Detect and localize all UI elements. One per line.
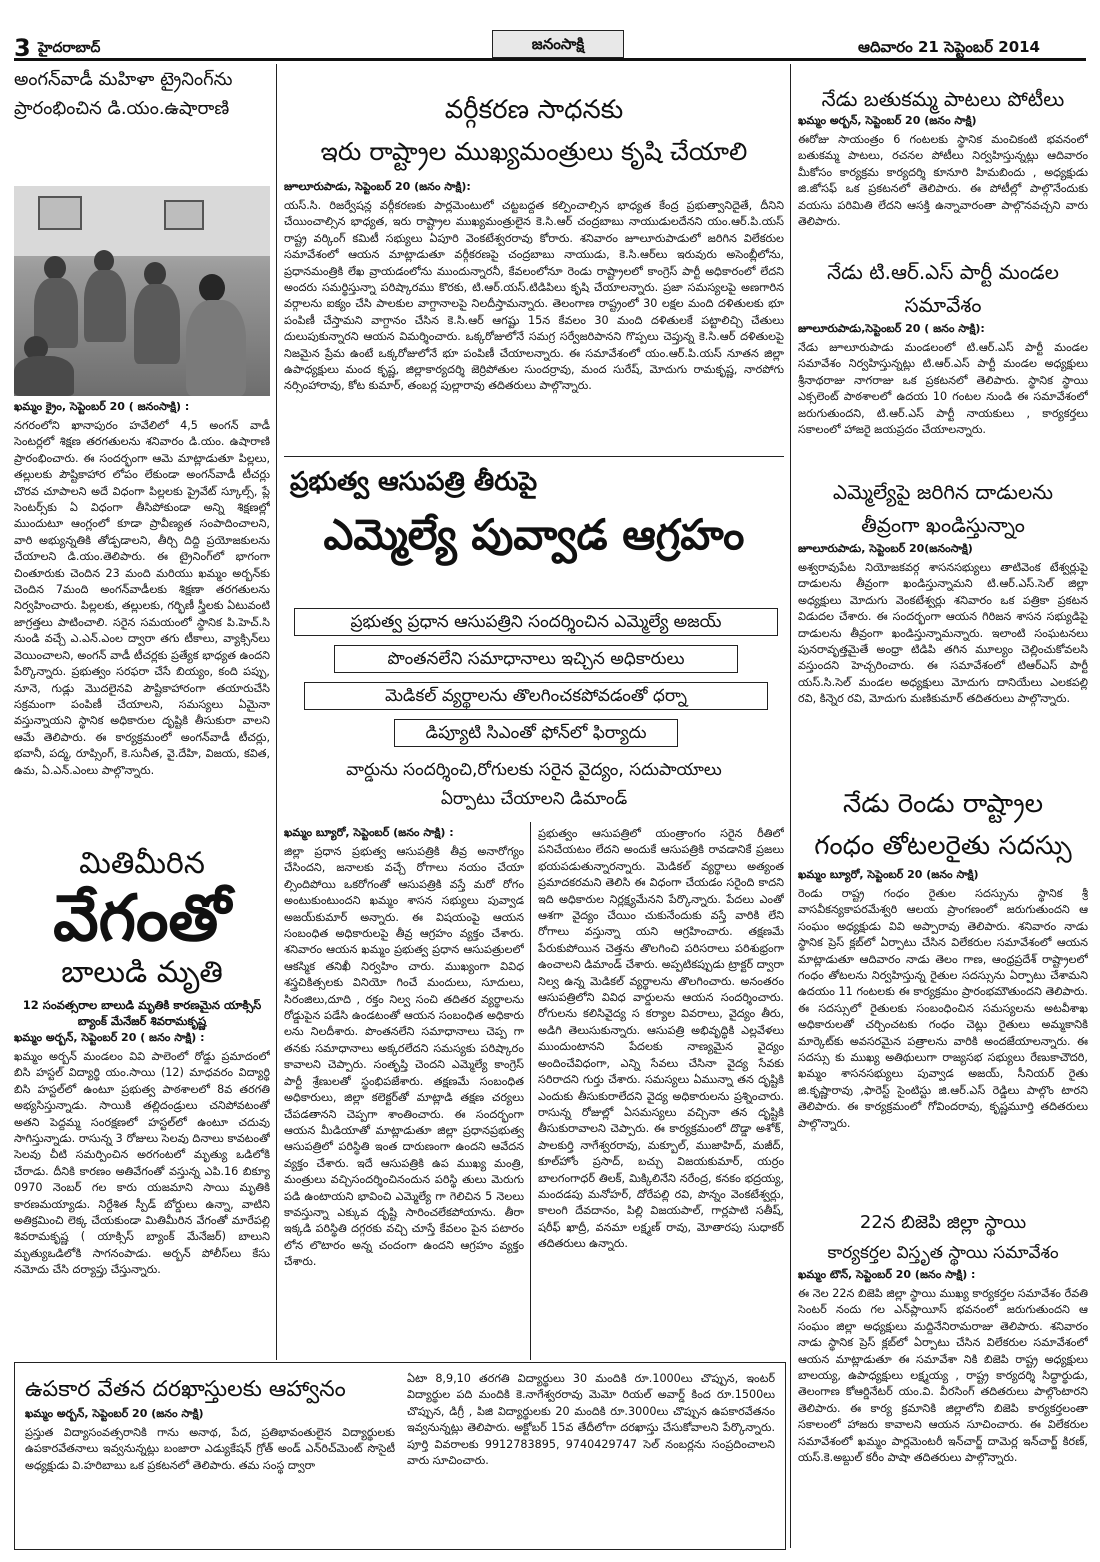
article-text: జిల్లా ప్రధాన ప్రభుత్వ ఆసుపత్రికి తీవ్ర అనారోగ్యం చేసిందని, జనాలకు వచ్చే రోగాలు నయం చేయా ల్సిందిపోయి ఒకరోగంతో ఆసుపత్రికి వస్తే మరో రోగం అంటుకుంటుందని ఖమ్మం శాసన సభ్యులు పువ్వాడ అజయ్‌కుమార్ అన్నారు. ఈ విషయంపై ఆయన సంబంధిత అధికారులపై తీవ్ర ఆగ్రహం వ్యక్తం చేశారు. శనివారం ఆయన ఖమ్మం ప్రభుత్వ ప్రధాన ఆసుపత్రులలో ఆకస్మిక తనిఖీ నిర్వహిం చారు. ముఖ్యంగా వివిధ శస్త్రచికిత్సలకు వినియో గించే మందులు, సూదులు, సిరంజిలు,దూది , రక్తం నిల్వ సంచి తదితర వ్యర్థాలను రోడ్డుపైన పడేసి ఉండటంతో ఆయన సంబంధిత అధికారు లను నిలదీశారు. పొంతనలేని సమాధానాలు చెప్ప గా తనకు సమాధానాలు అక్కరలేదని సమస్యకు పరిష్కారం కావాలని చెప్పారు. సంతృప్తి చెందని ఎమ్మెల్యే కాంగ్రెస్ పార్టీ శ్రేణులతో స్థంభిపజేశారు. తక్షణమే సంబంధిత అధికారులు, జిల్లా కలెక్టర్‌తో మాట్లాడి తక్షణ చర్యలు చేపడతానని చెప్పగా శాంతించారు. ఈ సందర్భంగా ఆయన మీడియాతో మాట్లాడుతూ జిల్లా ప్రధానప్రభుత్వ ఆసుపత్రిలో పరిస్థితి ఇంత దారుణంగా ఉందని ఆవేదన వ్యక్తం చేశారు. ఇదే ఆసుపత్రికి ఉప ముఖ్య మంత్రి, మంత్రులు వచ్చిసందర్శించినందున పరిస్థి తులు మెరుగు పడి ఉంటాయని భావించి ఎమ్మెల్యే గా గెలిచిన 5 నెలలు కావస్తున్నా ఎక్కువ దృష్టి సారించలేకపోయాను. తీరా ఇక్కడి పరిస్థితి దగ్గరకు వచ్చి చూస్తే కేవలం పైన పటారం లోన లొటారం అన్న చందంగా ఉందని ఆగ్రహం వ్యక్తం చేశారు. (284, 845, 524, 1269)
trs-story (798, 256, 1088, 468)
paper-logo: జనంసాక్షి (492, 30, 624, 58)
headline: ఉపకార వేతన దరఖాస్తులకు ఆహ్వానం (25, 1377, 346, 1402)
speed-story (14, 845, 270, 1357)
headline: ప్రారంభించిన డి.యం.ఉషారాణి (14, 98, 230, 119)
sadassu-story (798, 784, 1088, 1204)
vargikarana-story (284, 90, 784, 460)
article-text: రెండు రాష్ట్ర గంధం రైతుల సదస్సును స్థానిక శ్రీ వాసవీకన్యకాపరమేశ్వరి ఆలయ ప్రాంగణంలో జరుగుతుందని ఆ సంఘం అధ్యక్షుడు వివి అప్పారావు తెలిపారు. శనివారం నాడు స్థానిక ప్రెస్ క్లబ్‌లో ఏర్పాటు చేసిన విలేకరుల సమావేశంలో ఆయన మాట్లాడుతూ ఆదివారం నాడు తెలం గాణ, ఆంధ్రప్రదేశ్ రాష్ట్రాలలో గంధం తోటలను నిర్వహిస్తున్న రైతుల సదస్సును ఏర్పాటు చేశామని ఉదయం 11 గంటలకు ఈ కార్యక్రమం ప్రారంభమౌతుందని తెలిపారు. ఈ సదస్సులో రైతులకు సంబంధించిన సమస్యలను అటవీశాఖ అధికారులతో చర్చించటకు గంధం చెట్లు రైతులు అమ్మకానికి మార్కెట్‌కు అవసరమైన పత్రాలను వారికి అందజేయాలన్నారు. ఈ సదస్సు కు ముఖ్య అతిథులుగా రాజ్యసభ సభ్యులు రేణుకాచౌదరి, ఖమ్మం శాసనసభ్యులు పువ్వాడ అజయ్, సీనియర్ రైతు జి.కృష్ణారావు ,ఫారెస్ట్ సైంటిస్టు జి.ఆర్.ఎస్ రెడ్డిలు పాల్గొం టారని తెలిపారు. ఈ కార్యక్రమంలో గోవిందరావు, కృష్ణమూర్తి తదితరులు పాల్గొన్నారు. (798, 887, 1088, 1130)
headline: గంధం తోటలరైతు సదస్సు (814, 831, 1072, 861)
page-number: 3 (14, 34, 31, 62)
dateline: ఖమ్మం టౌన్, సెప్టెంబర్ 20 (జనం సాక్షి) : (798, 1268, 976, 1281)
headline: కార్యకర్తల విస్తృత స్థాయి సమావేశం (827, 1243, 1059, 1263)
anganwadi-story (14, 66, 270, 124)
dateline: జూలూరుపాడు, సెప్టెంబర్ 20(జనంసాక్షి) (798, 542, 973, 555)
headline: నేడు టి.ఆర్.ఎస్ పార్టీ మండల (827, 260, 1059, 284)
scholarship-left (25, 1373, 395, 1543)
issue-date: ఆదివారం 21 సెప్టెంబర్ 2014 (857, 38, 1040, 56)
dateline: ఖమ్మం బ్యూరో, సెప్టెంబర్ 20 (జనం సాక్షి) (798, 868, 979, 881)
article-text: ఈ నెల 22న బిజెపి జిల్లా స్థాయి ముఖ్య కార్యకర్తల సమావేశం రేవతి సెంటర్ నందు గల ఎన్‌ప్లాయీస్ భవనంలో జరుగుతుందని ఆ సంఘం జిల్లా అధ్యక్షులు మద్దినేనిరామరాజు తెలిపారు. శనివారం నాడు స్థానిక ప్రెస్ క్లబ్‌లో ఏర్పాటు చేసిన విలేకరుల సమావేశంలో ఆయన మాట్లాడుతూ ఈ సమావేశా నికి బిజెపి రాష్ట్ర అధ్యక్షులు బాలయ్య, ఉపాధ్యక్షులు లక్ష్మయ్య , రాష్ట్ర కార్యదర్శి సిద్ధార్థుడు, తెలంగాణ కోఆర్డినేటర్ యం.వి. వీరసింగ్ తదితరులు పాల్గొంటారని తెలిపారు. ఈ కార్య క్రమానికి జిల్లాలోని బిజెపి కార్యకర్తలంతా సకాలంలో హాజరు కావాలని ఆయన సూచించారు. ఈ విలేకరుల సమావేశంలో ఖమ్మం పార్లమెంటరీ ఇన్‌చార్జ్ దామెర్ల ఇన్‌చార్జ్ కిరణ్, యస్.కె.అబ్దుల్ కరీం పాషా తదితరులు పాల్గొన్నారు. (798, 1287, 1088, 1465)
highlight-box: మెడికల్ వ్యర్థాలను తొలగించకపోవడంతో ధర్నా (304, 682, 768, 710)
mla-attack-story (798, 476, 1088, 776)
masthead-rule (14, 58, 1086, 61)
article-text: యస్.సి. రిజర్వేషన్ల వర్గీకరణకు పార్లమెంటులో చట్టబద్దత కల్పించాల్సిన భాధ్యత కేంద్ర ప్రభుత్వానిదైతే, దీనిని చేయించాల్సిన భాధ్యత, ఇరు రాష్ట్రాల ముఖ్యమంత్రులైన కె.సి.ఆర్ చంద్రబాబు నాయుడులదేనని యం.ఆర్.పి.యస్ రాష్ట్ర వర్కింగ్ కమిటీ సభ్యులు ఏపూరి వెంకటేశ్వరరావు కోరారు. శనివారం జూలూరుపాడులో జరిగిన విలేకరుల సమావేశంలో ఆయన మాట్లాడుతూ వర్గీకరణపై చంద్రబాబు నాయుడు, కె.సి.ఆర్‌లు ఇరువురు అసెంబ్లీలోను, ప్రధానమంత్రికి లేఖ వ్రాయడంలోను ముందున్నారనీ, కేవలంలోనూ రెండు రాష్ట్రాలలో కాంగ్రెస్ పార్టీ అధికారంలో లేదని అందరు సమర్థిస్తున్నా పరిష్కారము కొరకు, టి.ఆర్.యస్.టిడిపిలు కృషి చేయాలన్నారు. ప్రజా సమస్యలపై అణగారిన వర్గాలను ఐక్యం చేసి పాలకుల వాగ్దానాలపై నిలదీస్తామన్నారు. తెలంగాణ రాష్ట్రంలో 30 లక్షల మంది దళితులకు భూ పంపిణీ చేస్తామని వాగ్దానం చేసిన కె.సి.ఆర్ ఆగష్టు 15న కేవలం 30 మంది దళితులకే పట్టాలిచ్చి చేతులు దులుపుకున్నారని ఆయన విమర్శించారు. ఒక్కరోజులోనే సమగ్ర సర్వేజరిపానని గొప్పలు చెప్తున్న కె.సి.ఆర్ దళితులపై నిజమైన ప్రేమ ఉంటే ఒక్కరోజులోనే భూ పంపిణీ చేయాలన్నారు. ఈ సమావేశంలో యం.ఆర్.పి.యస్ నూతన జిల్లా ఉపాధ్యక్షులు మంద కృష్ణ, జిల్లాకార్యదర్శి జెర్రిపోతుల సుందర్రావు, మంద సురేష్, మోదుగు రామకృష్ణ, నారపోగు నర్సింహారావు, కోట కుమార్, తంబర్ల పుల్లారావు తదితరులు పాల్గొన్నారు. (284, 199, 784, 393)
article-text: ఏటా 8,9,10 తరగతి విద్యార్థులు 30 మందికి రూ.1000లు చొప్పున, ఇంటర్ విద్యార్థుల పది మందికి కె.నాగేశ్వరరావు మెమో రియల్ అవార్డ్ కింద రూ.1500లు చొప్పున, డిగ్రీ , పిజి విద్యార్థులకు 20 మందికి రూ.3000లు చొప్పున ఉపకారవేతనం ఇవ్వనున్నట్లు తెలిపారు. అక్టోబర్ 15వ తేదీలోగా దరఖాస్తు చేసుకోవాలని పేర్కొన్నారు. పూర్తి వివరాలకు 9912783895, 9740429747 సెల్ నంబర్లను సంప్రదించాలని వారు సూచించారు. (407, 1372, 775, 1468)
article-text: ప్రభుత్వం ఆసుపత్రిలో యంత్రాంగం సరైన రీతిలో పనిచేయటం లేదని అందుకే ఆసుపత్రికి రావడానికే ప్రజలు భయపడుతున్నారన్నారు. మెడికల్ వ్యర్థాలు అత్యంత ప్రమాదకరమని తెలిసి ఈ విధంగా చేయడం సరైంది కాదని ఇది అధికారుల నిర్లక్ష్యమేనని పేర్కొన్నారు. పేదలు ఎంతో ఆశగా వైద్యం చేయిం చుకునేందుకు వస్తే వారికి లేని రోగాలు వస్తున్నా యని ఆగ్రహించారు. తక్షణమే పేరుకుపోయిన చెత్తను తొలగించి పరిసరాలు పరిశుభ్రంగా ఉంచాలని డిమాండ్ చేశారు. అప్పటికప్పుడు ట్రాక్టర్ ద్వారా నిల్వ ఉన్న మెడికల్ వ్యర్థాలను తొలగించారు. అనంతరం ఆసుపత్రిలోని వివిధ వార్డులను ఆయన సందర్శించారు. రోగులను కలిసివైద్య స కర్యాల వివరాలు, వైద్యం తీరు, అడిగి తెలుసుకున్నారు. ఆసుపత్రి అభివృద్ధికి ఎల్లవేళలు ముందుంటానని పేదలకు నాణ్యమైన వైద్యం అందించేవిధంగా, ఎన్ని సేవలు చేసినా వైద్య సేవకు సరిరాదని గుర్తు చేశారు. సమస్యలు ఏమున్నా తన దృష్టికి ఎందుకు తీసుకురాలేదని వైద్య అధికారులను ప్రశ్నించారు. రాసున్న రోజుల్లో ఏసమస్యలు వచ్చినా తన దృష్టికి తీసుకురావాలని చెప్పారు. ఈ కార్యక్రమంలో దొడ్డా అశోక్, పాలకుర్తి నాగేశ్వరరావు, మక్బూల్, ముజాహిద్, మజీద్, కూల్‌హోం ప్రసాద్, బచ్చు విజయకుమార్, యర్రం బాలగంగాధర్ తిలక్, మిక్కిలినేని నరేంద్ర, కనకం భద్రయ్య, మందడపు మనోహర్, దోరేపల్లి రవి, పొన్నం వెంకటేశ్వర్లు, కాలంగి దేవదానం, పిల్లి విజయపాల్, గార్లపాటి సతీష్, షరీఫ్ ఖాద్రీ, వనమా లక్ష్మణ్ రావు, మోతారపు సుధాకర్ తదితరులు ఉన్నారు. (538, 827, 784, 1251)
highlight-box: ప్రభుత్వ ప్రధాన ఆసుపత్రిని సందర్శించిన ఎమ్మెల్యే అజయ్ (294, 608, 778, 636)
dateline: ఖమ్మం అర్బన్, సెప్టెంబర్ 20 (జనం సాక్షి) (25, 1407, 204, 1420)
article-text: అశ్వరావుపేట నియోజకవర్గ శాసనసభ్యులు తాటివెంక టేశ్వర్లుపై దాడులను తీవ్రంగా ఖండిస్తున్నామని టి.ఆర్.ఎస్.సెల్ జిల్లా అధ్యక్షులు మోదుగు వెంకటేశ్వర్లు శనివారం ఒక పత్రికా ప్రకటన విడుదల చేశారు. ఈ సందర్భంగా ఆయన గిరిజన శాసన సభ్యుడిపై దాడులను తీవ్రంగా ఖండిస్తున్నామన్నారు. ఇలాంటి సంఘటనలు పునరావృత్తమైతే అంధ్రా టిడిపి తగిన మూల్యం చెల్లించుకోవలసి వస్తుందని హెచ్చరించారు. ఈ సమావేశంలో టిఆర్ఎస్ పార్టీ యస్.సి.సెల్ మండల అధ్యక్షులు మోదుగు దానియేలు ఎలకపల్లి రవి, కిన్నెర రవి, మోదుగు మణికుమార్ తదితరులు పాల్గొన్నారు. (798, 561, 1088, 706)
subheadline: బాలుడి మృతి (61, 955, 223, 990)
dateline: జూలూరుపాడు,సెప్టెంబర్ 20 ( జనం సాక్షి): (798, 322, 985, 335)
column-rule (790, 64, 791, 1548)
column-rule (530, 822, 531, 1360)
dateline: ఖమ్మం అర్బన్, సెప్టెంబర్ 20 (జనం సాక్షి) (798, 114, 977, 127)
edition-city: హైదరాబాద్ (38, 40, 101, 56)
bjp-story (798, 1208, 1088, 1548)
headline: నేడు రెండు రాష్ట్రాల (842, 789, 1044, 819)
headline: ఎమ్మెల్యేపై జరిగిన దాడులను (832, 480, 1054, 504)
scholarship-box (14, 1362, 786, 1550)
headline: సమావేశం (904, 293, 982, 317)
subheadline: ఏర్పాటు చేయాలని డిమాండ్ (440, 789, 628, 809)
section-rule (284, 456, 784, 457)
dateline: ఖమ్మం బ్యూరో, సెప్టెంబర్ (జనం సాక్షి) : (284, 826, 454, 839)
article-text: ఖమ్మం అర్బన్ మండలం వివి పాలెంలో రోడ్డు ప్రమాదంలో బిసి హస్టల్ విద్యార్థి యం.సాయి (12) మాధవరం విద్యార్థి బిసి హస్టల్‌లో ఉంటూ ప్రభుత్వ పాఠశాలలో 8వ తరగతి అభ్యసిస్తున్నాడు. సాయికి తల్లిదండ్రులు చనిపోవటంతో అతని పెద్దమ్మ సంరక్షణలో హస్టల్‌లో ఉంటూ చదువు సాగిస్తున్నాడు. రాసున్న 3 రోజులు సెలవు దినాలు కావటంతో సెలవు చీటి సమర్పించిన అరగంటలో మృత్యు ఒడిలోకి చేరాడు. దీనికి కారణం అతివేగంతో వస్తున్న ఎపి.16 బిక్యూ 0970 నెంబర్ గల కారు యజమాని సాయి మృతికి కారణమయ్యాడు. నిర్దేశిత స్పీడ్ బోర్డులు ఉన్నా, వాటిని అతిక్రమించి లెక్క చేయకుండా మితిమీరిన వేగంతో మారేపల్లి శివరామకృష్ణ ( యాక్సిస్ బ్యాంక్ మేనేజర్) బాలుని మృత్యుఒడిలోకి సాగనంపాడు. అర్బన్ పోలీస్‌లు కేసు నమోదు చేసి దర్యాప్తు చేస్తున్నారు. (14, 1050, 270, 1277)
kicker: ప్రభుత్వ ఆసుపత్రి తీరుపై (290, 467, 538, 497)
deck: 12 సంవత్సరాల బాలుడి మృతికి కారణమైన యాక్సిస్ బ్యాంక్ మేనేజర్ శివరామకృష్ణ (22, 998, 262, 1028)
dateline: జూలూరుపాడు, సెప్టెంబర్ 20 (జనం సాక్షి): (284, 180, 471, 193)
headline: తీవ్రంగా ఖండిస్తున్నాం (861, 513, 1025, 537)
headline: వర్గీకరణ సాధనకు (444, 95, 624, 125)
highlight-box: డిప్యూటి సిఎంతో ఫోన్‌లో ఫిర్యాదు (394, 719, 678, 747)
kicker: మితిమీరిన (79, 846, 205, 881)
headline: ఎమ్మెల్యే పువ్వాడ ఆగ్రహం (323, 510, 745, 559)
highlight-box: పొంతనలేని సమాధానాలు ఇచ్చిన అధికారులు (334, 645, 738, 673)
anganwadi-body (14, 400, 270, 838)
scholarship-right (407, 1371, 775, 1541)
news-photo (14, 186, 270, 396)
hospital-body-left (284, 826, 524, 1358)
headline: వేగంతో (53, 882, 231, 956)
dateline: ఖమ్మం క్రైం, సెప్టెంబర్ 20 ( జనంసాక్షి) : (14, 400, 190, 413)
hospital-body-right (538, 826, 784, 1358)
headline: నేడు బతుకమ్మ పాటలు పోటీలు (821, 87, 1065, 111)
column-rule (276, 64, 277, 1360)
hospital-subheads (284, 756, 784, 814)
subheadline: వార్డును సందర్శించి,రోగులకు సరైన వైద్యం, సదుపాయాలు (346, 760, 722, 780)
headline: అంగన్‌వాడీ మహిళా ట్రైనింగ్‌ను (14, 69, 233, 90)
article-text: నగరంలోని ఖానాపురం హవేలిలో 4,5 అంగన్ వాడీ సెంటర్లలో శిక్షణ తరగతులను శనివారం డి.యం. ఉషారాణి ప్రారంభించారు. ఈ సందర్భంగా ఆమె మాట్లాడుతూ పిల్లలు, తల్లులకు పౌష్టికాహార లోపం లేకుండా అంగన్‌వాడీ టీచర్లు చొరవ చూపాలని అదే విధంగా పిల్లలకు ప్రైవేట్ స్కూల్స్, ప్లే సెంటర్స్‌కు ఏ విధంగా తీసిపోకుండా అన్ని శిక్షణల్లో ముందుటూ ఆంగ్లంలో కూడా ప్రావీణ్యత సంపాదించాలని, వారి అభ్యున్నతికి తోడ్పడాలని, తీర్చి దిద్ది ప్రయోజకులను చేయాలని డి.యం.తెలిపారు. ఈ ట్రైనింగ్‌లో భాగంగా చింతూరుకు చెందిన 23 మంది మరియు ఖమ్మం అర్బన్‌కు చెందిన 7మంది అంగన్‌వాడీలకు శిక్షణా తరగతులను నిర్వహించారు. పిల్లలకు, తల్లులకు, గర్భిణీ స్త్రీలకు ఏటువంటి జాగ్రత్తలు పాటించాలి. సరైన సమయంలో స్థానిక పి.హెచ్.సి నుండి వచ్చే ఎ.ఎన్.ఎంల ద్వారా తగు టీకాలు, వ్యాక్సిన్‌లు వెయించాలని, అంగన్ వాడీ టీచర్లకు ప్రత్యేక భాధ్యత ఉందని పేర్కొన్నారు. ప్రభుత్వం సరఫరా చేసే బియ్యం, కంది పప్పు, నూనె, గుడ్లు మొదలైనవి పౌష్టికాహారంగా తయారుచేసి సక్రమంగా పంపిణీ చేయాలని, సమస్యలు ఏమైనా వస్తున్నాయని స్థానిక అధికారుల దృష్టికి తీసుకురా వాలని ఆమే తెలిపారు. ఈ కార్యక్రమంలో అంగన్‌వాడీ టీచర్లు, భవానీ, పద్మ, రూప్సింగ్, కె.సునీత, వై.దేహి, విజయ, కవిత, ఉమ, ఏ.ఎన్.ఎంలు పాల్గొన్నారు. (14, 419, 270, 777)
article-text: నేడు జూలూరుపాడు మండలంలో టి.ఆర్.ఎస్ పార్టీ మండల సమావేశం నిర్వహిస్తున్నట్లు టి.ఆర్.ఎస్ పార్టీ మండల అధ్యక్షులు శ్రీనాథరాజు నాగరాజు ఒక ప్రకటనలో తెలిపారు. స్థానిక స్థాయి ఎక్సలెంట్ పాఠశాలలో ఉదయ 10 గంటల నుండి ఈ సమావేశంలో జరుగుతుందని, టి.ఆర్.ఎస్ పార్టీ నాయకులు , కార్యకర్తలు సకాలంలో హాజరై జయప్రదం చేయాలన్నారు. (798, 341, 1088, 437)
headline: 22న బిజెపి జిల్లా స్థాయి (859, 1212, 1027, 1233)
article-text: ప్రస్తుత విద్యాసంవత్సరానికి గాను అనాథ, పేద, ప్రతిభావంతులైన విద్యార్థులకు ఉపకారవేతనాలు ఇవ్వనున్నట్లు బంజారా ఎడ్యుకేషన్ గ్రోత్ అండ్ ఎన్‌రిచ్‌మెంట్ సొసైటీ అధ్యక్షుడు వి.హరిబాబు ఒక ప్రకటనలో తెలిపారు. తమ సంస్థ ద్వారా (25, 1426, 395, 1472)
headline: ఇరు రాష్ట్రాల ముఖ్యమంత్రులు కృషి చేయాలి (320, 137, 748, 166)
bathukamma-story (798, 84, 1088, 252)
article-text: ఈరోజు సాయంత్రం 6 గంటలకు స్థానిక మంచికంటి భవనంలో బతుకమ్మ పాటలు, రచనల పోటీలు నిర్వహిస్తున్నట్లు ఆదివారం మీకోసం కార్యక్రమ కార్యదర్శి కూనూరి హిమబిందు , అధ్యక్షుడు జి.జోసఫ్ ఒక ప్రకటనలో తెలిపారు. ఈ పోటీల్లో పాల్గొనేందుకు వయసు పరిమితి లేదని ఆసక్తి ఉన్నావారంతా పాల్గొనవచ్చని వారు తెలిపారు. (798, 133, 1088, 229)
dateline: ఖమ్మం అర్బన్, సెప్టెంబర్ 20 ( జనం సాక్షి) : (14, 1031, 205, 1044)
